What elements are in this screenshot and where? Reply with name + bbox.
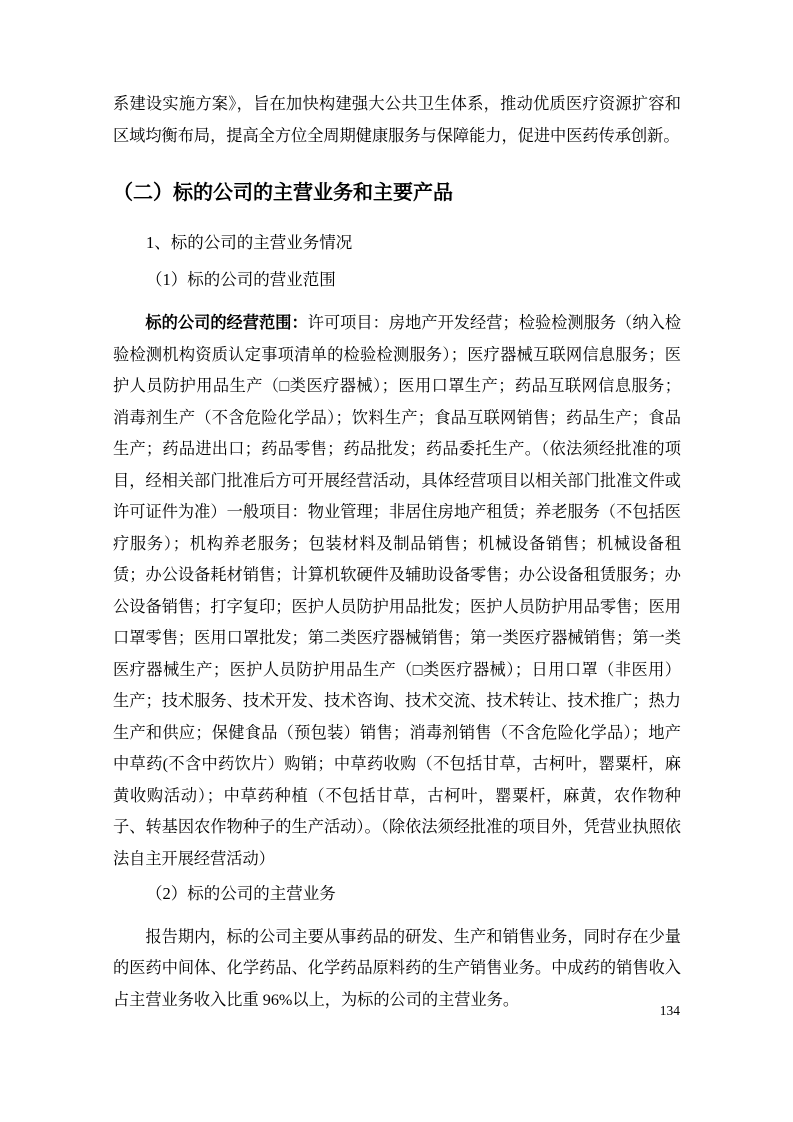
business-scope-lead: 标的公司的经营范围： (145, 314, 308, 332)
page-number: 134 (659, 1003, 680, 1018)
business-scope-body: 许可项目：房地产开发经营；检验检测服务（纳入检验检测机构资质认定事项清单的检验检测服务）；医疗器械互联网信息服务；医护人员防护用品生产（□类医疗器械）；医用口罩生产；药品互联网信息服务；消毒剂生产（不含危险化学品）；饮料生产；食品互联网销售；药品生产；食品生产；药品进出口；药品零售；药品批发；药品委托生产。（依法须经批准的项目，经相关部门批准后方可开展经营活动，具体经营项目以相关部门批准文件或许可证件为准）一般项目：物业管理；非居住房地产租赁；养老服务（不包括医疗服务）；机构养老服务；包装材料及制品销售；机械设备销售；机械设备租赁；办公设备耗材销售；计算机软硬件及辅助设备零售；办公设备租赁服务；办公设备销售；打字复印；医护人员防护用品批发；医护人员防护用品零售；医用口罩零售；医用口罩批发；第二类医疗器械销售；第一类医疗器械销售；第一类医疗器械生产；医护人员防护用品生产（□类医疗器械）；日用口罩（非医用）生产；技术服务、技术开发、技术咨询、技术交流、技术转让、技术推广；热力生产和供应；保健食品（预包装）销售；消毒剂销售（不含危险化学品）；地产中草药(不含中药饮片）购销；中草药收购（不包括甘草，古柯叶，罂粟杆，麻黄收购活动）；中草药种植（不包括甘草，古柯叶，罂粟杆，麻黄，农作物种子、转基因农作物种子的生产活动）。（除依法须经批准的项目外，凭营业执照依法自主开展经营活动） (113, 314, 682, 868)
paragraph-main-business: 报告期内，标的公司主要从事药品的研发、生产和销售业务，同时存在少量的医药中间体、化学药品、化学药品原料药的生产销售业务。中成药的销售收入占主营业务收入比重 96%以上，为标的公司的主营业务。 (113, 927, 681, 1009)
section-heading: （二）标的公司的主营业务和主要产品 (113, 182, 453, 204)
paragraph-business-scope (113, 308, 681, 875)
subsection-heading-main-business: （2）标的公司的主营业务 (146, 884, 336, 903)
subsection-heading-business-scope: （1）标的公司的营业范围 (146, 269, 336, 289)
subsection-heading-main-business-overview: 1、标的公司的主营业务情况 (146, 233, 353, 252)
paragraph-continuation: 系建设实施方案》，旨在加快构建强大公共卫生体系，推动优质医疗资源扩容和区域均衡布局，提高全方位全周期健康服务与保障能力，促进中医药传承创新。 (113, 95, 681, 145)
page-content (113, 89, 681, 1016)
